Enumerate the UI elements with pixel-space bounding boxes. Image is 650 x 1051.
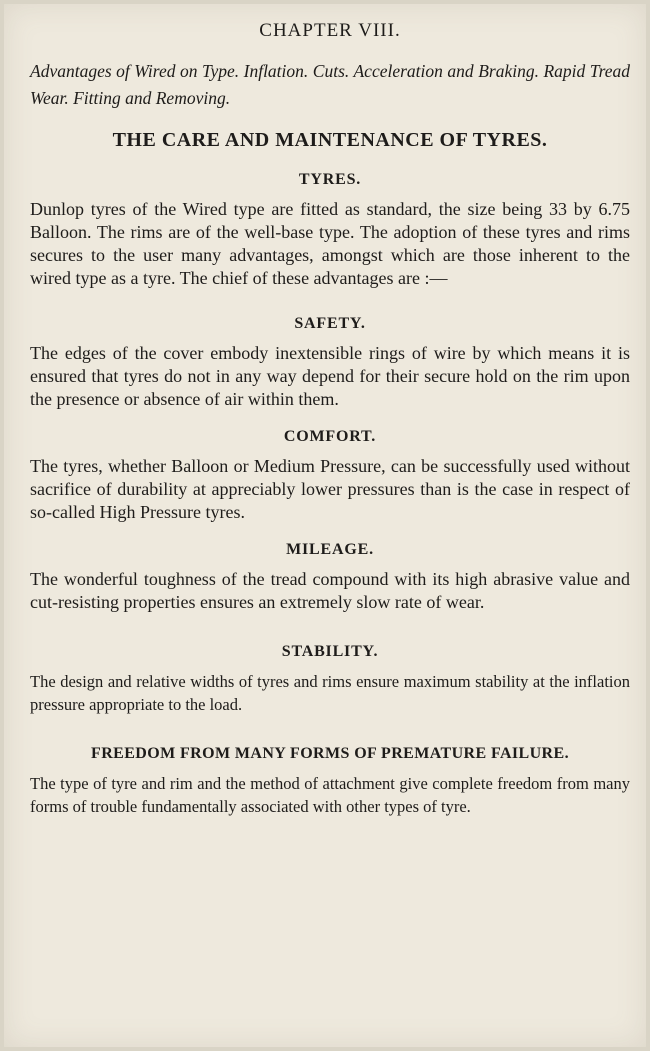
section-text-mileage: The wonderful toughness of the tread compound with its high abrasive value and cut-resisting properties ensures an extremely slow rate of wear. bbox=[30, 569, 630, 612]
chapter-subtitle: Advantages of Wired on Type. Inflation. Cuts. Acceleration and Braking. Rapid Tread Wear. Fitting and Removing. bbox=[30, 61, 630, 108]
section-heading-tyres: TYRES. bbox=[298, 171, 362, 188]
section-text-freedom: The type of tyre and rim and the method of attachment give complete freedom from many forms of trouble fundamentally associated with other types of tyre. bbox=[30, 774, 630, 816]
section-text-safety: The edges of the cover embody inextensible rings of wire by which means it is ensured that tyres do not in any way depend for their secure hold on the rim upon the presence or absence of air within them. bbox=[30, 343, 630, 409]
section-heading-freedom: FREEDOM FROM MANY FORMS OF PREMATURE FAILURE. bbox=[91, 745, 569, 762]
page-title: THE CARE AND MAINTENANCE OF TYRES. bbox=[112, 129, 548, 151]
section-heading-comfort: COMFORT. bbox=[283, 428, 377, 445]
page-content bbox=[30, 18, 630, 818]
section-text-comfort: The tyres, whether Balloon or Medium Pressure, can be successfully used without sacrifice of durability at appreciably lower pressures than is the case in respect of so-called High Pressure tyres. bbox=[30, 456, 630, 522]
section-text-tyres: Dunlop tyres of the Wired type are fitted as standard, the size being 33 by 6.75 Balloon. The rims are of the well-base type. The adoption of these tyres and rims secures to the user many advantages, amongst which are those inherent to the wired type as a tyre. The chief of these advantages are :— bbox=[30, 199, 630, 288]
chapter-heading: CHAPTER VIII. bbox=[259, 20, 401, 41]
section-text-stability: The design and relative widths of tyres and rims ensure maximum stability at the inflation pressure appropriate to the load. bbox=[30, 672, 630, 714]
section-heading-safety: SAFETY. bbox=[294, 315, 366, 332]
book-page bbox=[4, 4, 646, 1047]
section-heading-mileage: MILEAGE. bbox=[286, 541, 374, 558]
section-heading-stability: STABILITY. bbox=[281, 643, 379, 660]
